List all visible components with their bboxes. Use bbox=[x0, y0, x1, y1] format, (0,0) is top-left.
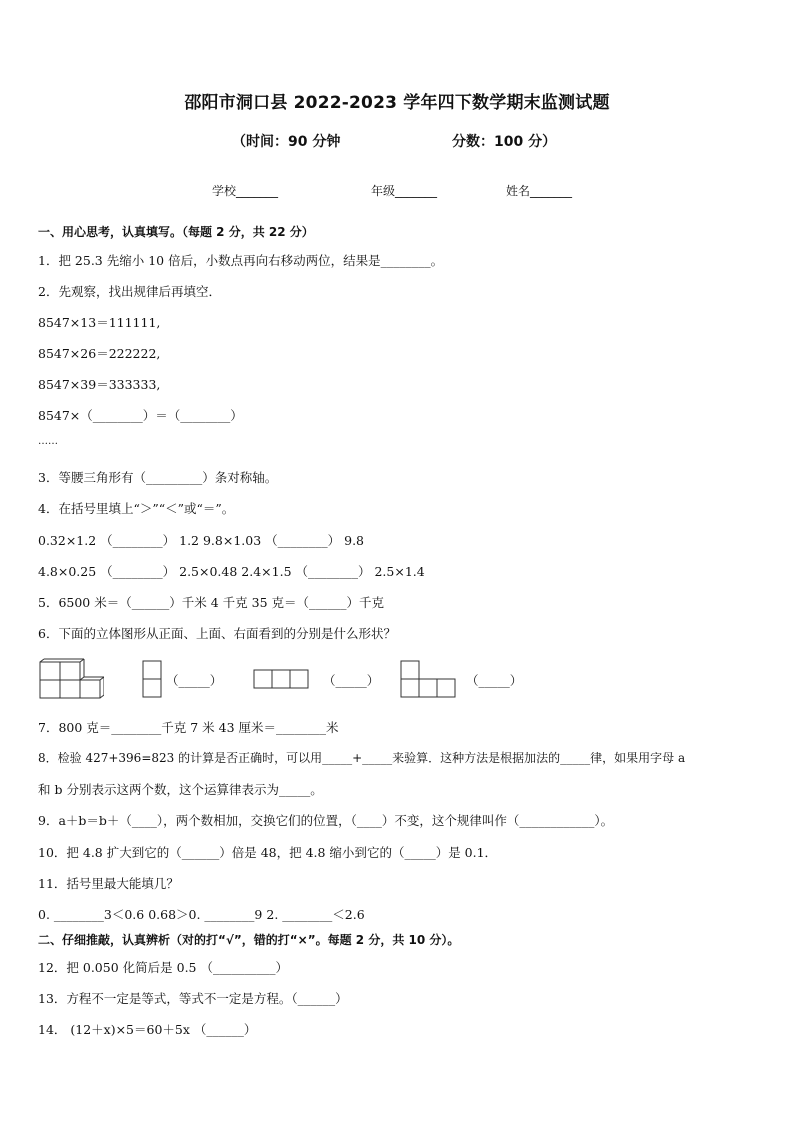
question-6-stem: 6．下面的立体图形从正面、上面、右面看到的分别是什么形状？ bbox=[38, 626, 396, 641]
question-4-row: 0.32×1.2 （________） 1.2 9.8×1.03 （________） 9.8 bbox=[38, 533, 364, 548]
question-7: 7．800 克＝________千克 7 米 43 厘米＝________米 bbox=[38, 720, 339, 735]
question-2-line: 8547×39＝333333, bbox=[38, 377, 161, 392]
question-2-line: 8547×26＝222222, bbox=[38, 346, 161, 361]
question-8-line: 8．检验 427+396=823 的计算是否正确时，可以用_____+_____来验算．这种方法是根据加法的_____律，如果用字母 a bbox=[38, 751, 686, 765]
question-9: 9．a＋b＝b＋（____），两个数相加，交换它们的位置，（____）不变，这个规律叫作（____________）。 bbox=[38, 813, 614, 828]
question-11-row: 0. ________3＜0.6 0.68＞0. ________9 2. ________＜2.6 bbox=[38, 907, 365, 922]
question-10: 10．把 4.8 扩大到它的（______）倍是 48，把 4.8 缩小到它的（_____）是 0.1． bbox=[38, 845, 498, 860]
answer-blank-1[interactable]: （_____） bbox=[166, 673, 223, 688]
section-1-heading: 一、用心思考，认真填写。（每题 2 分，共 22 分） bbox=[38, 225, 314, 239]
exam-time: （时间：90 分钟 bbox=[232, 134, 341, 150]
section-2-heading: 二、仔细推敲，认真辨析（对的打“√”，错的打“×”。每题 2 分，共 10 分）。 bbox=[38, 933, 460, 947]
exam-score: 分数：100 分） bbox=[452, 134, 557, 150]
page-title: 邵阳市洞口县 2022-2023 学年四下数学期末监测试题 bbox=[184, 93, 610, 113]
question-5: 5．6500 米＝（______）千米 4 千克 35 克＝（______）千克 bbox=[38, 595, 384, 610]
question-12: 12．把 0.050 化简后是 0.5 （__________） bbox=[38, 960, 288, 975]
question-2-line: 8547×13＝111111, bbox=[38, 315, 161, 330]
question-8-line: 和 b 分别表示这两个数，这个运算律表示为_____。 bbox=[38, 782, 323, 797]
answer-blank-3[interactable]: （_____） bbox=[466, 673, 523, 688]
school-field: 学校_______ bbox=[212, 184, 279, 198]
question-4-row: 4.8×0.25 （________） 2.5×0.48 2.4×1.5 （________） 2.5×1.4 bbox=[38, 564, 425, 579]
question-2-stem: 2．先观察，找出规律后再填空． bbox=[38, 284, 221, 299]
question-13: 13．方程不一定是等式，等式不一定是方程。（______） bbox=[38, 991, 348, 1006]
question-3: 3．等腰三角形有（_________）条对称轴。 bbox=[38, 470, 278, 485]
view-figure-1 bbox=[142, 660, 162, 698]
cube-stack-figure bbox=[38, 658, 104, 700]
question-2-ellipsis: …… bbox=[38, 436, 58, 447]
grade-field: 年级_______ bbox=[371, 184, 438, 198]
view-figure-3 bbox=[400, 660, 460, 698]
question-14: 14． (12＋x)×5＝60＋5x （______） bbox=[38, 1022, 257, 1037]
name-field: 姓名_______ bbox=[506, 184, 573, 198]
question-11-stem: 11．括号里最大能填几？ bbox=[38, 876, 179, 891]
question-1: 1．把 25.3 先缩小 10 倍后，小数点再向右移动两位，结果是________。 bbox=[38, 253, 444, 268]
view-figure-2 bbox=[253, 669, 311, 689]
answer-blank-2[interactable]: （_____） bbox=[323, 673, 380, 688]
question-2-line: 8547×（________）＝（________） bbox=[38, 408, 243, 423]
question-4-stem: 4．在括号里填上“＞”“＜”或“＝”。 bbox=[38, 501, 235, 516]
